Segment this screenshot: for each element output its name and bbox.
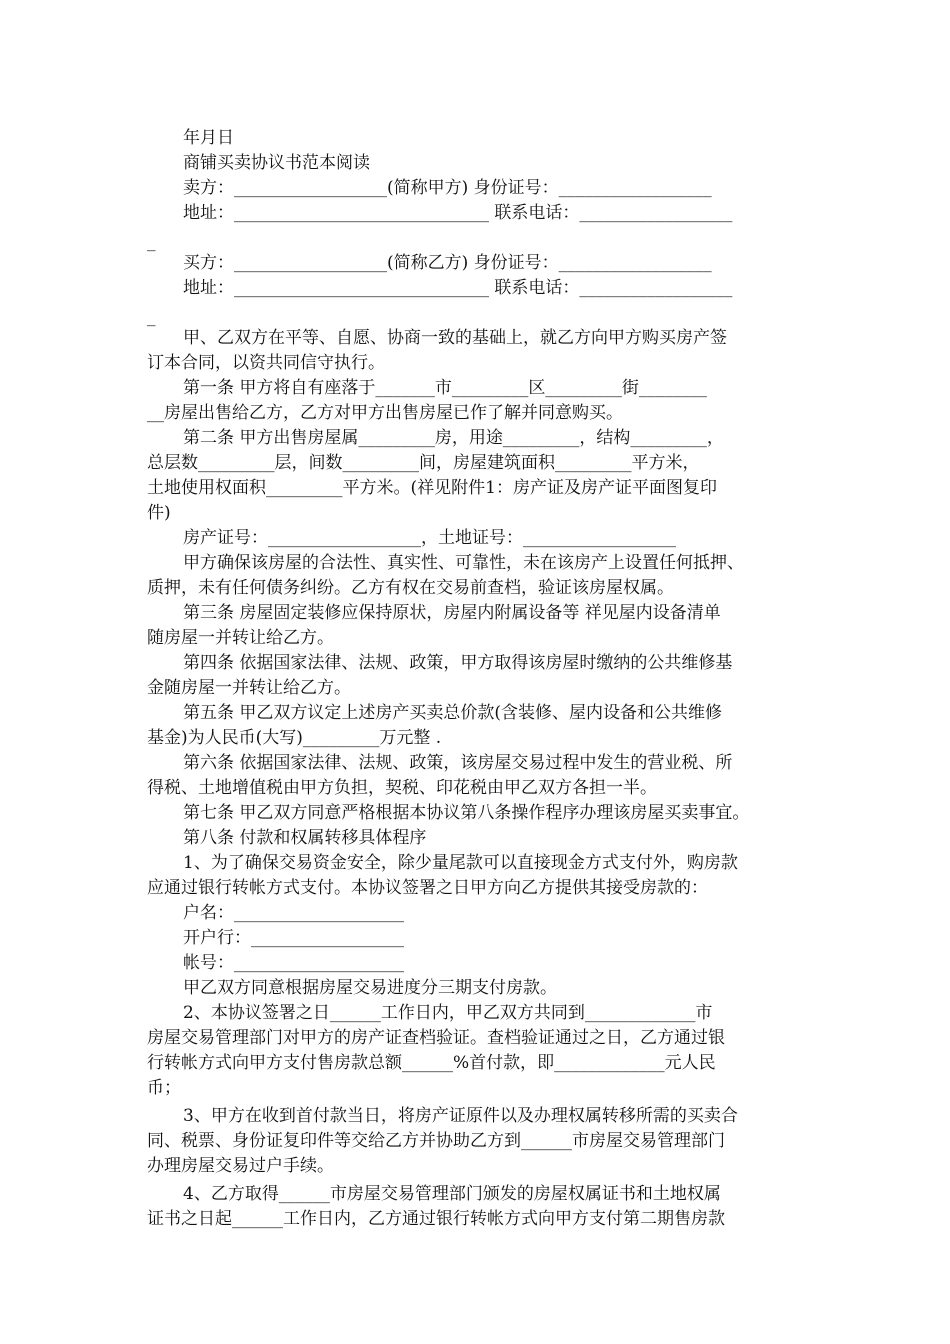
clause-4-line: 证书之日起______工作日内，乙方通过银行转帐方式向甲方支付第二期售房款 <box>147 1209 725 1229</box>
bank-field: 开户行：__________________ <box>183 928 404 948</box>
article-1-line: 第一条 甲方将自有座落于_______市_________区_________街________ <box>183 378 707 398</box>
buyer-underscore-wrap: _ <box>147 307 156 327</box>
guarantee-line: 甲方确保该房屋的合法性、真实性、可靠性，未在该房产上设置任何抵押、 <box>183 553 744 573</box>
preamble-line: 甲、乙双方在平等、自愿、协商一致的基础上，就乙方向甲方购买房产签 <box>183 328 727 348</box>
clause-2-line: 房屋交易管理部门对甲方的房产证查档验证。查档验证通过之日，乙方通过银 <box>147 1028 725 1048</box>
article-5-line: 基金)为人民币(大写)_________万元整 . <box>147 728 442 748</box>
account-name-field: 户名：____________________ <box>183 903 404 923</box>
clause-3-line: 办理房屋交易过户手续。 <box>147 1156 334 1176</box>
preamble-line: 订本合同，以资共同信守执行。 <box>147 353 385 373</box>
date-line: 年月日 <box>183 128 234 148</box>
clause-2-line: 行转帐方式向甲方支付售房款总额______%首付款，即_____________元人民 <box>147 1053 716 1073</box>
article-2-line: 第二条 甲方出售房屋属_________房，用途_________，结构_________， <box>183 428 724 448</box>
article-4-line: 金随房屋一并转让给乙方。 <box>147 678 351 698</box>
guarantee-line: 质押，未有任何债务纠纷。乙方有权在交易前查档，验证该房屋权属。 <box>147 578 674 598</box>
article-8-heading: 第八条 付款和权属转移具体程序 <box>183 828 427 848</box>
clause-3-line: 同、税票、身份证复印件等交给乙方并协助乙方到______市房屋交易管理部门 <box>147 1131 725 1151</box>
article-2-line: 土地使用权面积_________平方米。(祥见附件1：房产证及房产证平面图复印 <box>147 478 717 498</box>
article-2-line: 件) <box>147 503 171 523</box>
account-number-field: 帐号：____________________ <box>183 953 404 973</box>
article-1-line: __房屋出售给乙方，乙方对甲方出售房屋已作了解并同意购买。 <box>147 403 623 423</box>
article-4-line: 第四条 依据国家法律、法规、政策，甲方取得该房屋时缴纳的公共维修基 <box>183 653 733 673</box>
clause-1-line: 1、为了确保交易资金安全，除少量尾款可以直接现金方式支付外，购房款 <box>183 853 738 873</box>
article-6-line: 第六条 依据国家法律、法规、政策，该房屋交易过程中发生的营业税、所 <box>183 753 733 773</box>
clause-1-line: 应通过银行转帐方式支付。本协议签署之日甲方向乙方提供其接受房款的： <box>147 878 708 898</box>
buyer-address-line: 地址：______________________________ 联系电话：__________________ <box>183 278 733 298</box>
seller-address-line: 地址：______________________________ 联系电话：__________________ <box>183 203 733 223</box>
clause-2-line: 2、本协议签署之日______工作日内，甲乙双方共同到_____________市 <box>183 1003 713 1023</box>
clause-4-line: 4、乙方取得______市房屋交易管理部门颁发的房屋权属证书和土地权属 <box>183 1184 721 1204</box>
buyer-line: 买方：__________________(简称乙方) 身份证号：__________________ <box>183 253 712 273</box>
clause-3-line: 3、甲方在收到首付款当日，将房产证原件以及办理权属转移所需的买卖合 <box>183 1106 738 1126</box>
clause-2-line: 币； <box>147 1078 181 1098</box>
seller-line: 卖方：__________________(简称甲方) 身份证号：__________________ <box>183 178 712 198</box>
certificate-number-line: 房产证号：__________________，土地证号：__________________ <box>183 528 676 548</box>
article-3-line: 随房屋一并转让给乙方。 <box>147 628 334 648</box>
document-title: 商铺买卖协议书范本阅读 <box>183 153 370 173</box>
article-6-line: 得税、土地增值税由甲方负担，契税、印花税由甲乙双方各担一半。 <box>147 778 657 798</box>
seller-underscore-wrap: _ <box>147 232 156 252</box>
article-3-line: 第三条 房屋固定装修应保持原状，房屋内附属设备等 祥见屋内设备清单 <box>183 603 721 623</box>
installments-line: 甲乙双方同意根据房屋交易进度分三期支付房款。 <box>183 978 557 998</box>
article-5-line: 第五条 甲乙双方议定上述房产买卖总价款(含装修、屋内设备和公共维修 <box>183 703 723 723</box>
article-2-line: 总层数_________层，间数_________间，房屋建筑面积_________平方米， <box>147 453 700 473</box>
article-7-line: 第七条 甲乙双方同意严格根据本协议第八条操作程序办理该房屋买卖事宜。 <box>183 803 750 823</box>
